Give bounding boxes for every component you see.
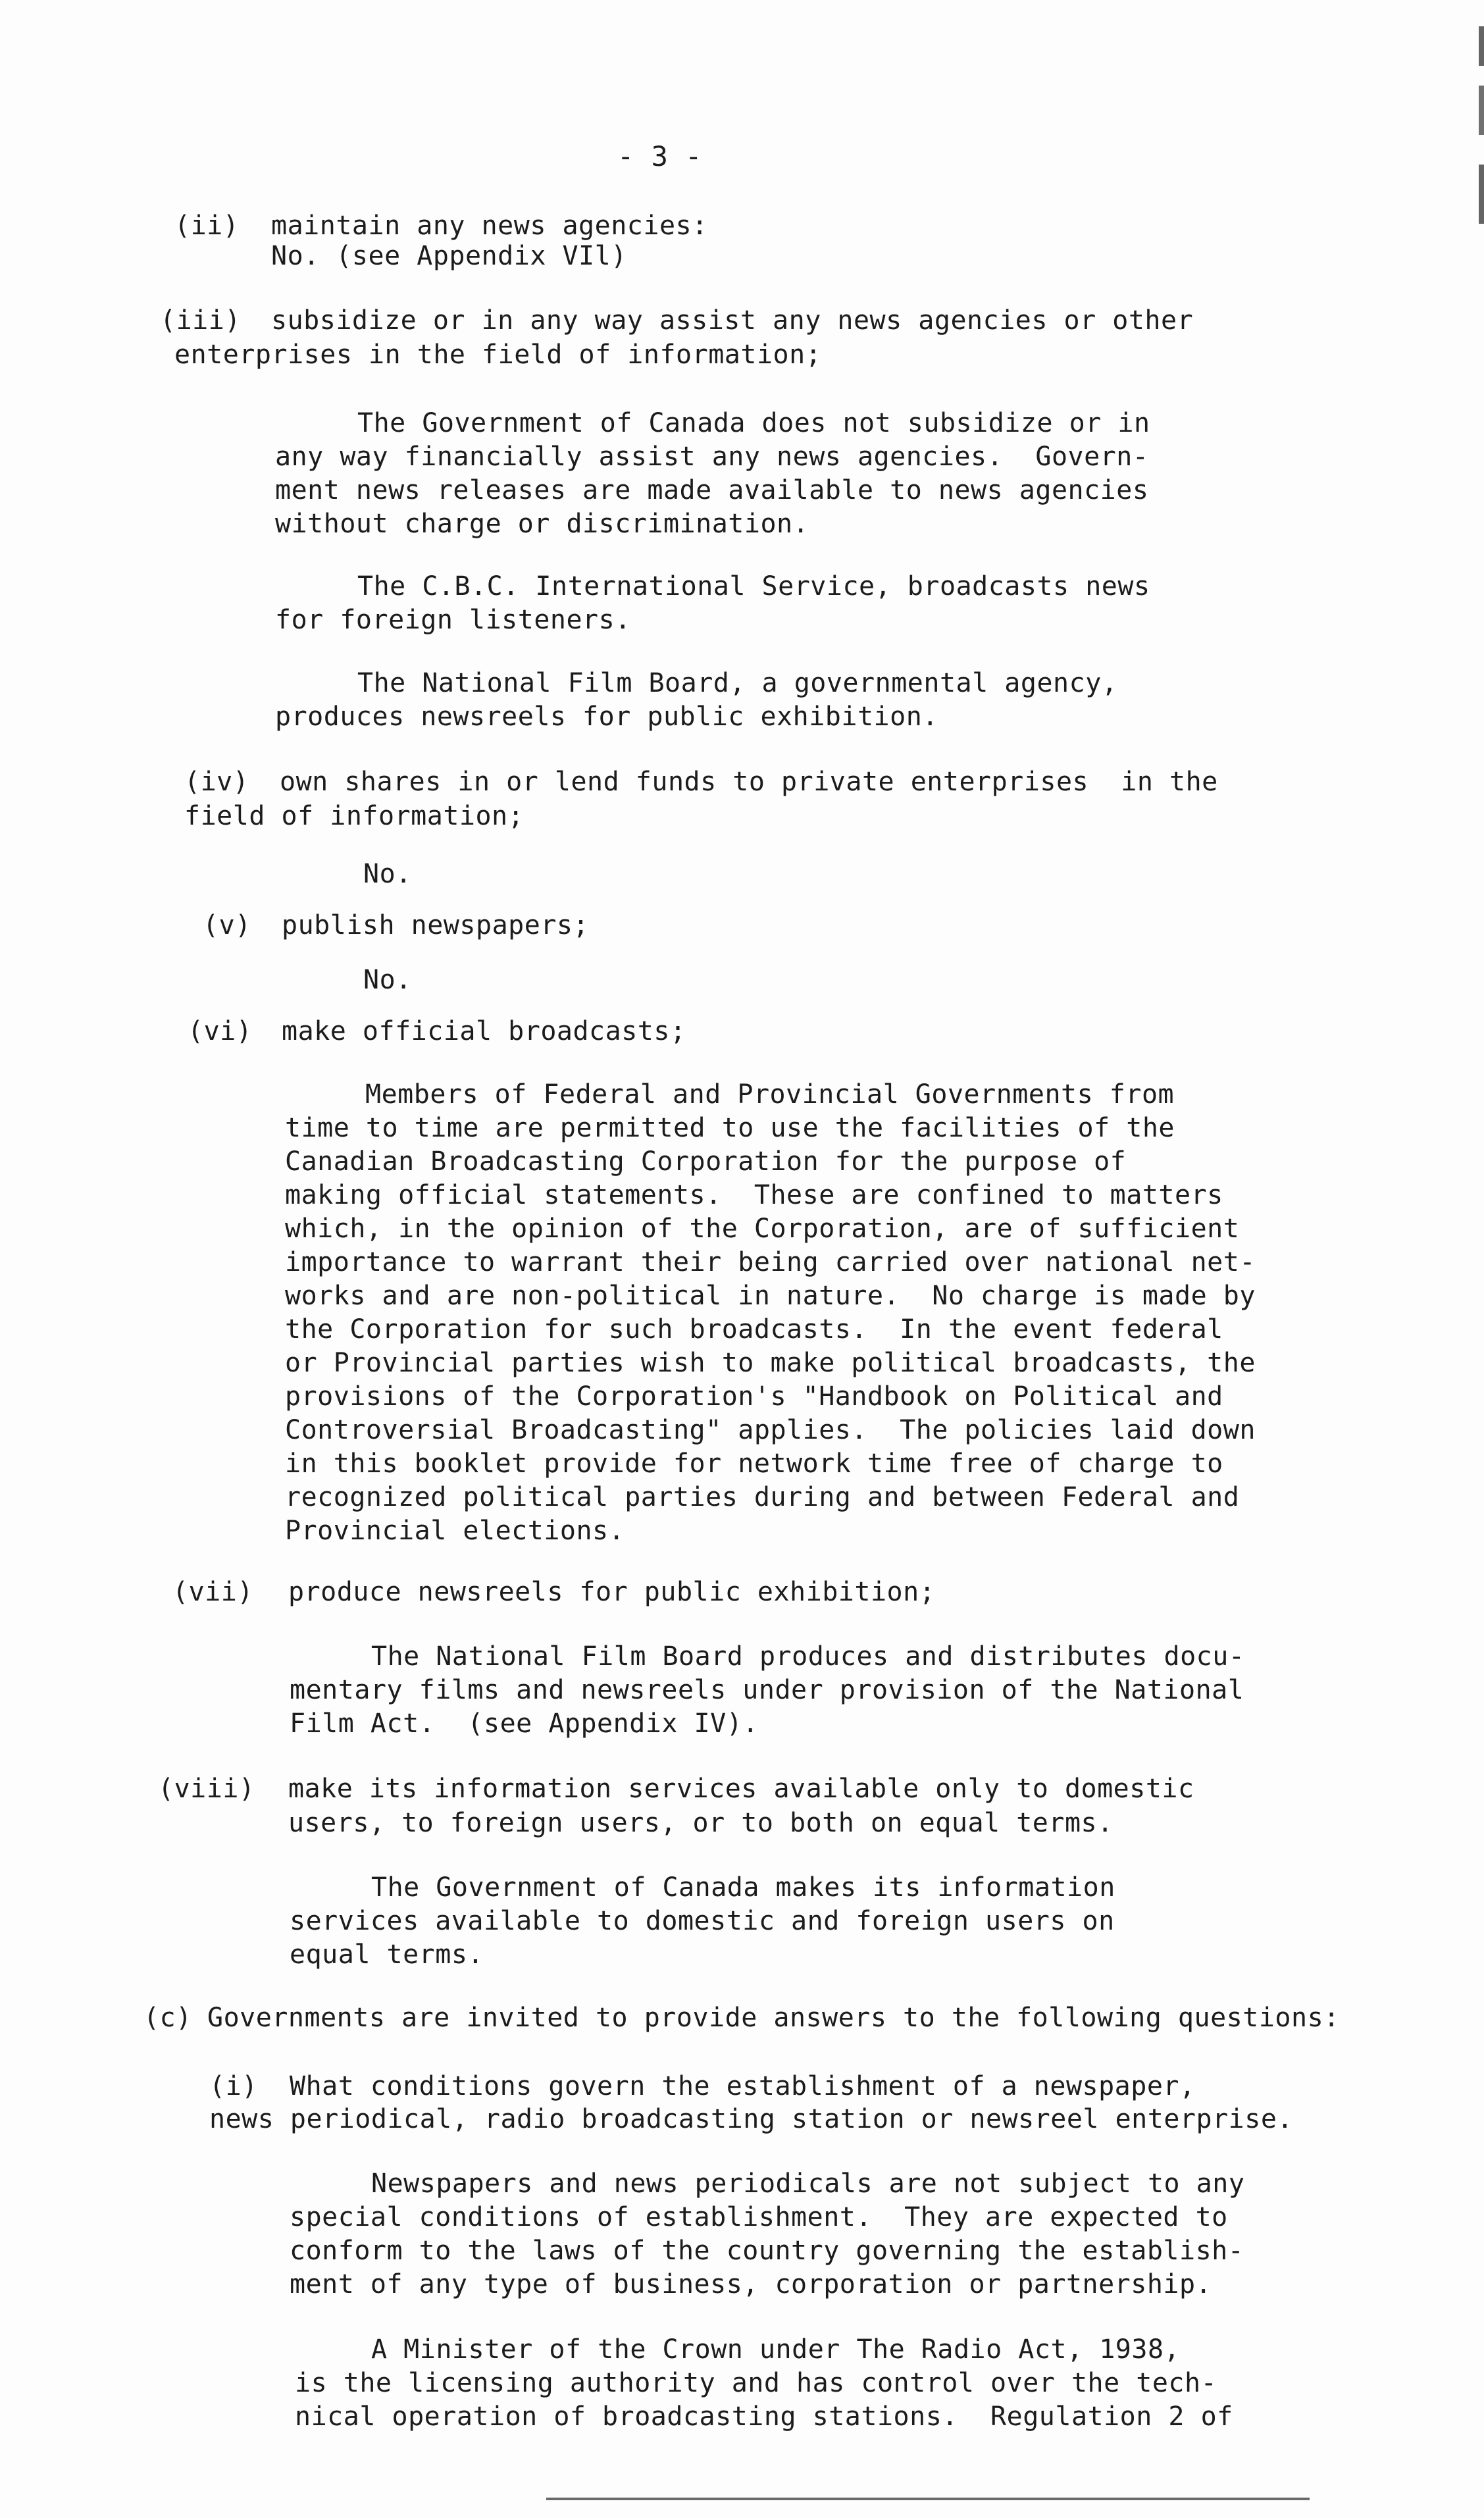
paragraph-line: The National Film Board produces and distributes docu- bbox=[371, 1641, 1245, 1672]
item-text: field of information; bbox=[184, 801, 525, 831]
item-marker: (ii) bbox=[174, 211, 240, 241]
paragraph-line: Canadian Broadcasting Corporation for the purpose of bbox=[285, 1146, 1127, 1177]
item-text: make its information services available only to domestic bbox=[288, 1774, 1194, 1804]
item-answer: No. (see Appendix VIl) bbox=[271, 241, 627, 271]
paragraph-line: services available to domestic and foreign users on bbox=[290, 1906, 1115, 1936]
paragraph-line: equal terms. bbox=[290, 1940, 484, 1970]
paragraph bbox=[290, 2167, 1244, 2301]
paragraph-line: for foreign listeners. bbox=[275, 605, 631, 635]
paragraph-line: mentary films and newsreels under provision of the National bbox=[290, 1675, 1244, 1705]
paragraph-line: works and are non-political in nature. No charge is made by bbox=[285, 1281, 1256, 1311]
paragraph-line: ment of any type of business, corporation or partnership. bbox=[290, 2269, 1212, 2300]
paragraph-line: or Provincial parties wish to make political broadcasts, the bbox=[285, 1348, 1256, 1378]
paragraph-line: Film Act. (see Appendix IV). bbox=[290, 1709, 759, 1739]
item-text: own shares in or lend funds to private enterprises in the bbox=[280, 767, 1218, 797]
paragraph-line: Controversial Broadcasting" applies. The policies laid down bbox=[285, 1415, 1256, 1445]
paragraph-line: The Government of Canada makes its information bbox=[371, 1872, 1115, 1903]
item-text: maintain any news agencies: bbox=[271, 211, 708, 241]
scan-edge-artifact bbox=[1479, 26, 1484, 224]
section-marker: (c) bbox=[143, 2003, 192, 2033]
item-text: subsidize or in any way assist any news agencies or other bbox=[271, 305, 1194, 336]
paragraph-line: making official statements. These are confined to matters bbox=[285, 1180, 1223, 1210]
item-text: produce newsreels for public exhibition; bbox=[288, 1577, 936, 1607]
item-answer: No. bbox=[363, 859, 412, 889]
paragraph-line: conform to the laws of the country governing the establish- bbox=[290, 2236, 1244, 2266]
item-text: news periodical, radio broadcasting station or newsreel enterprise. bbox=[209, 2104, 1293, 2134]
paragraph-line: produces newsreels for public exhibition. bbox=[275, 702, 938, 732]
paragraph bbox=[290, 1640, 1244, 1741]
paragraph-line: nical operation of broadcasting stations. Regulation 2 of bbox=[295, 2402, 1233, 2432]
paragraph-line: special conditions of establishment. They are expected to bbox=[290, 2202, 1228, 2232]
paragraph bbox=[275, 667, 1117, 734]
paragraph bbox=[295, 2333, 1233, 2434]
paragraph bbox=[275, 570, 1150, 637]
paragraph-line: the Corporation for such broadcasts. In the event federal bbox=[285, 1314, 1223, 1345]
paragraph-line: The Government of Canada does not subsidize or in bbox=[357, 408, 1150, 438]
paragraph-line: importance to warrant their being carried over national net- bbox=[285, 1247, 1256, 1277]
paragraph-line: provisions of the Corporation's "Handbook on Political and bbox=[285, 1381, 1223, 1412]
paragraph-line: Provincial elections. bbox=[285, 1516, 625, 1546]
item-marker: (i) bbox=[209, 2071, 258, 2101]
item-text: publish newspapers; bbox=[282, 910, 590, 940]
paragraph-line: Newspapers and news periodicals are not subject to any bbox=[371, 2169, 1245, 2199]
paragraph-line: ment news releases are made available to news agencies bbox=[275, 475, 1149, 505]
paragraph-line: The National Film Board, a governmental agency, bbox=[357, 668, 1118, 698]
item-text: users, to foreign users, or to both on equal terms. bbox=[288, 1808, 1113, 1838]
item-answer: No. bbox=[363, 965, 412, 995]
paragraph-line: in this booklet provide for network time free of charge to bbox=[285, 1449, 1223, 1479]
item-marker: (v) bbox=[203, 910, 251, 940]
item-marker: (vii) bbox=[172, 1577, 253, 1607]
paragraph-line: The C.B.C. International Service, broadcasts news bbox=[357, 571, 1150, 602]
paragraph-line: which, in the opinion of the Corporation, are of sufficient bbox=[285, 1214, 1240, 1244]
paragraph-line: recognized political parties during and between Federal and bbox=[285, 1482, 1240, 1512]
item-text: make official broadcasts; bbox=[282, 1016, 686, 1046]
item-text: enterprises in the field of information; bbox=[174, 340, 822, 370]
paragraph bbox=[285, 1078, 1256, 1548]
item-marker: (viii) bbox=[158, 1774, 255, 1804]
scan-bottom-rule bbox=[546, 2498, 1310, 2500]
section-text: Governments are invited to provide answers to the following questions: bbox=[207, 2003, 1340, 2033]
item-marker: (vi) bbox=[188, 1016, 253, 1046]
item-text: What conditions govern the establishment of a newspaper, bbox=[290, 2071, 1196, 2101]
paragraph-line: any way financially assist any news agencies. Govern- bbox=[275, 442, 1149, 472]
paragraph bbox=[290, 1871, 1115, 1972]
paragraph bbox=[275, 407, 1150, 541]
item-marker: (iv) bbox=[184, 767, 249, 797]
paragraph-line: Members of Federal and Provincial Governments from bbox=[365, 1079, 1175, 1110]
paragraph-line: without charge or discrimination. bbox=[275, 509, 809, 539]
paragraph-line: is the licensing authority and has control over the tech- bbox=[295, 2368, 1217, 2398]
paragraph-line: A Minister of the Crown under The Radio Act, 1938, bbox=[371, 2334, 1181, 2365]
page-number: - 3 - bbox=[617, 140, 702, 172]
paragraph-line: time to time are permitted to use the facilities of the bbox=[285, 1113, 1175, 1143]
item-marker: (iii) bbox=[160, 305, 241, 336]
